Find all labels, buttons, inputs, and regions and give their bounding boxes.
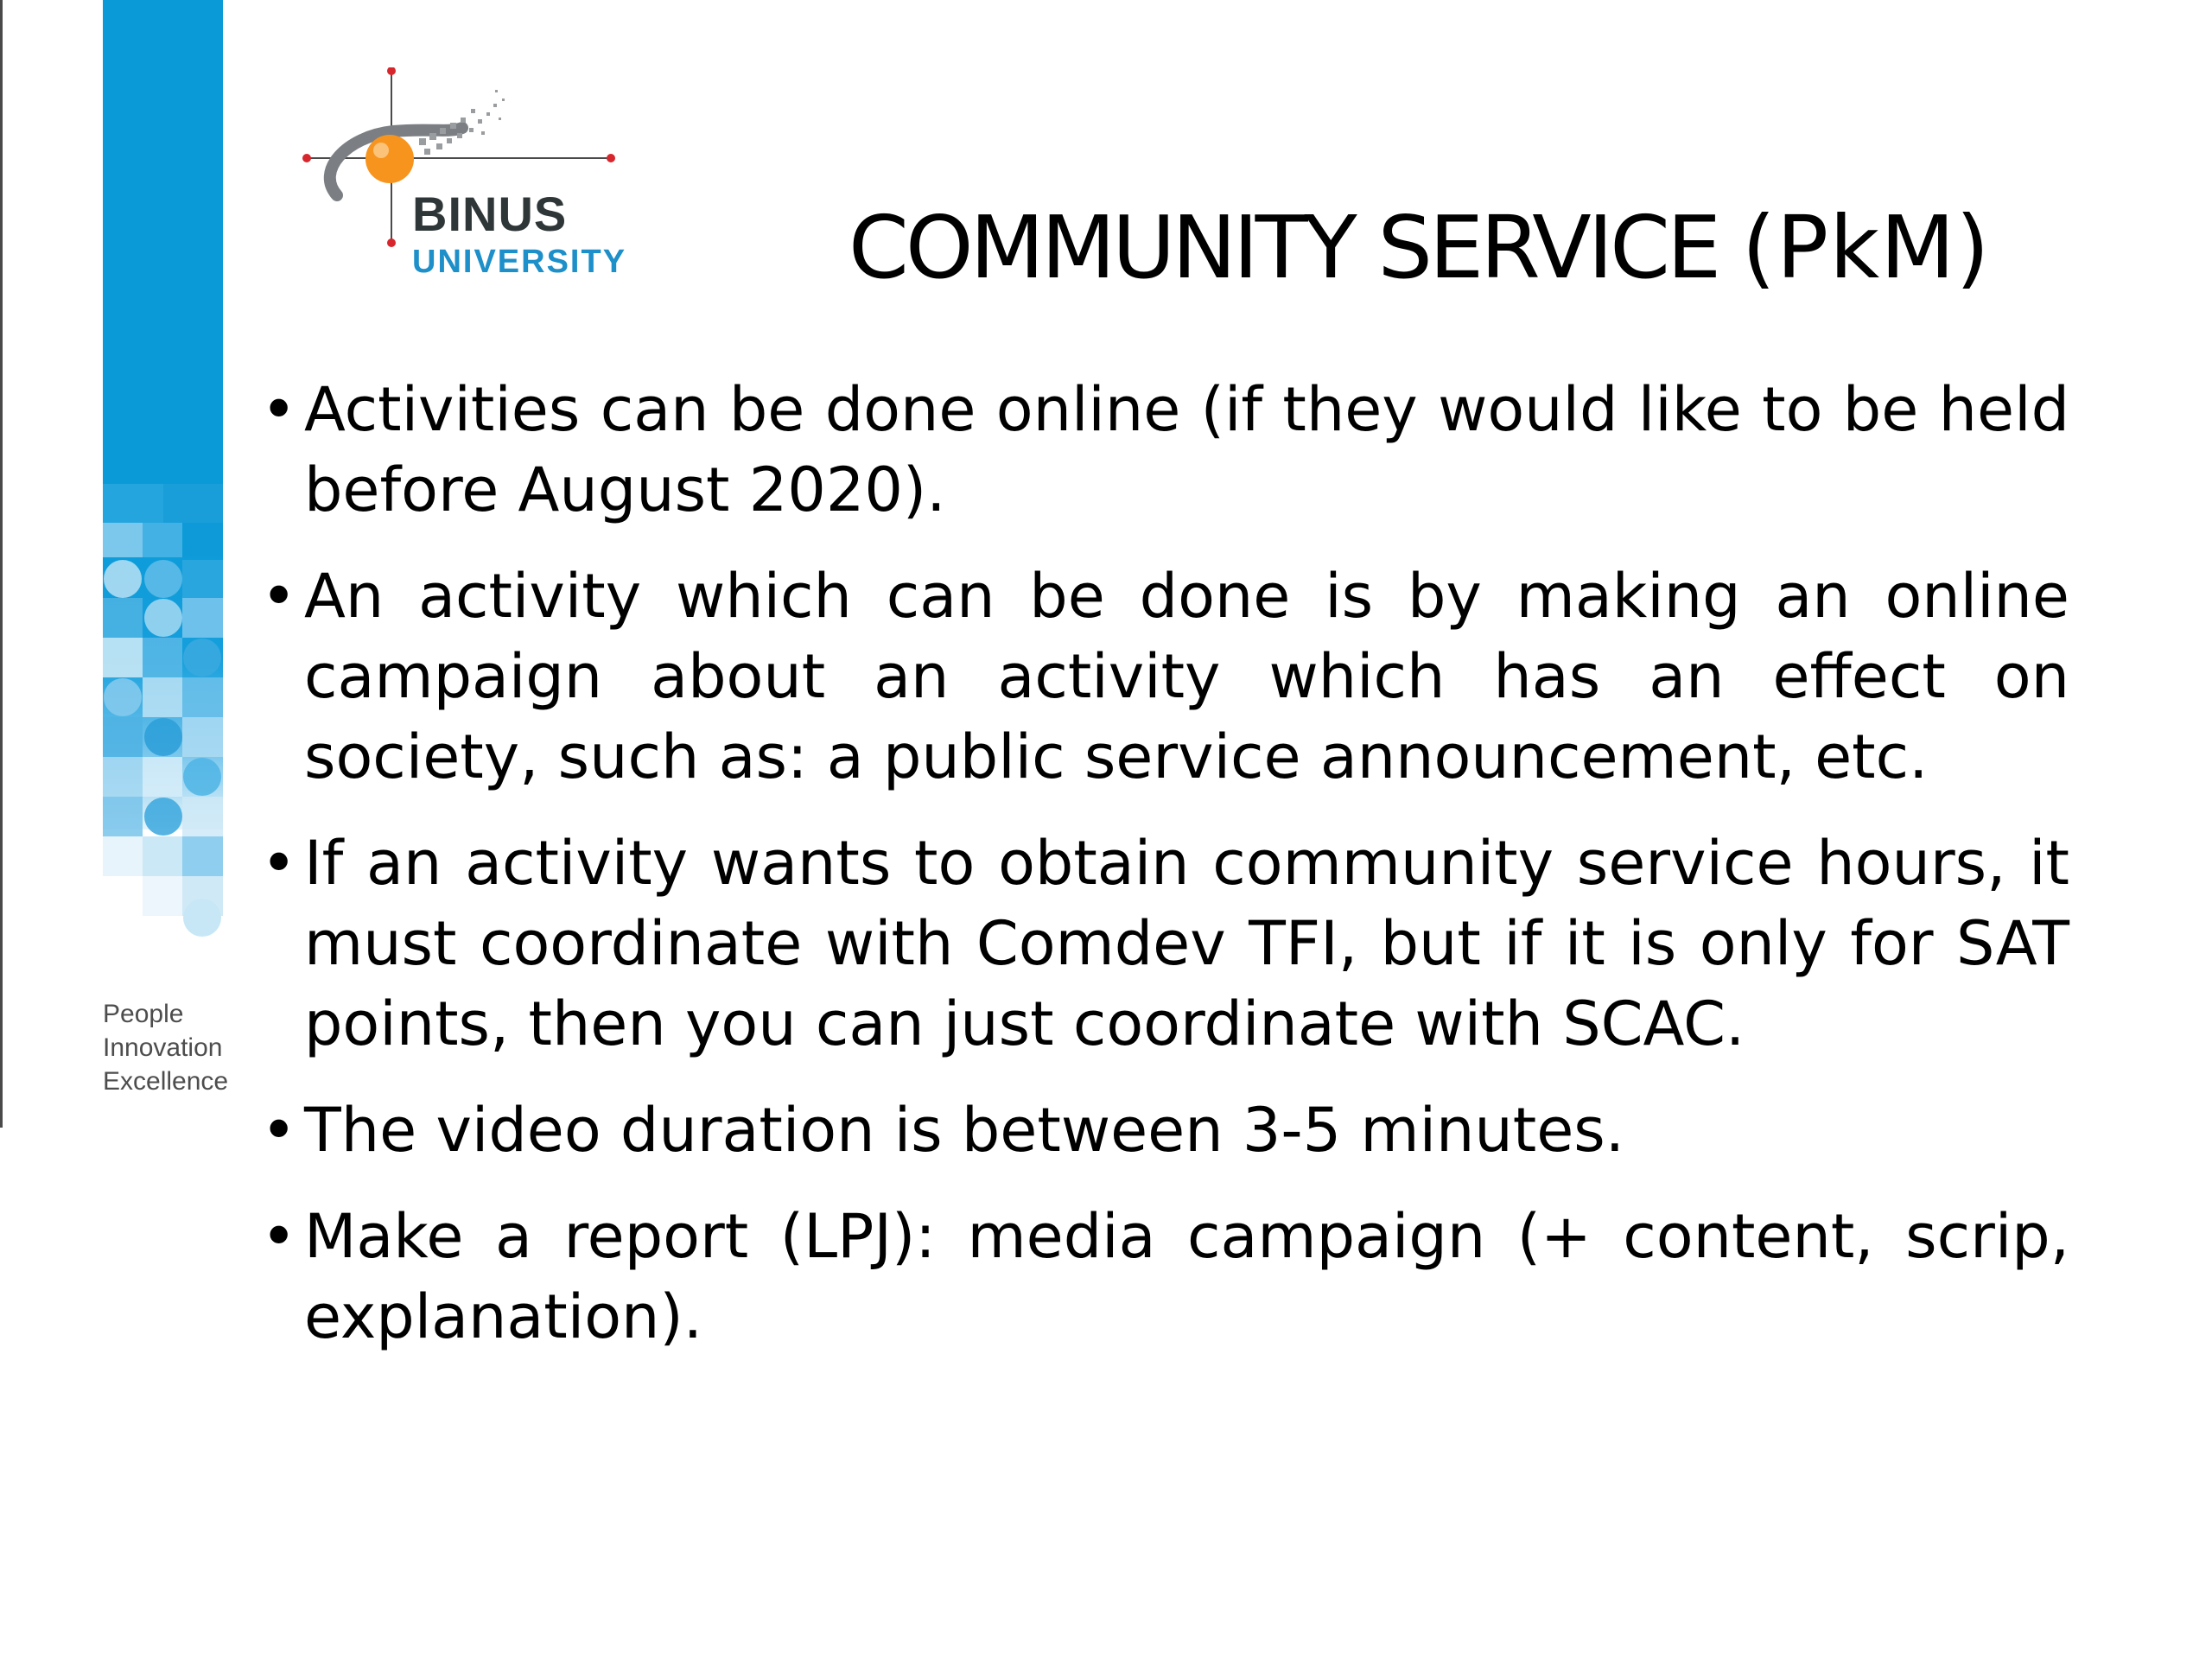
bullet-marker: • <box>261 1095 297 1166</box>
bullet-marker: • <box>261 374 297 445</box>
left-edge-divider <box>0 0 3 1128</box>
tagline <box>103 997 228 1098</box>
bullet-marker: • <box>261 1201 297 1272</box>
tagline-line-2: Innovation <box>103 1033 223 1062</box>
tagline-line-1: People <box>103 1000 184 1028</box>
bullet-text: Make a report (LPJ): media campaign (+ content, scrip, explanation). <box>304 1201 2069 1352</box>
logo-wordmark: BINUS <box>412 187 568 241</box>
tagline-line-3: Excellence <box>103 1067 229 1096</box>
bullet-text: The video duration is between 3-5 minutes. <box>304 1095 1625 1166</box>
bullet-item <box>259 1090 2069 1171</box>
bullet-marker: • <box>261 828 297 899</box>
slide-title <box>849 192 1990 304</box>
bullet-text: Activities can be done online (if they would like to be held before August 2020). <box>304 374 2069 525</box>
bullet-list <box>259 370 2069 1383</box>
bullet-marker: • <box>261 561 297 632</box>
bullet-item <box>259 1197 2069 1357</box>
slide-title-sub: (PkM) <box>1741 197 1991 298</box>
bullet-item <box>259 823 2069 1065</box>
logo-subtitle: UNIVERSITY <box>412 244 627 280</box>
bullet-item <box>259 370 2069 531</box>
bullet-text: If an activity wants to obtain community service hours, it must coordinate with Comdev TFI, but if it is only for SAT points, then you can just coordinate with SCAC. <box>304 828 2069 1059</box>
slide-title-main: COMMUNITY SERVICE <box>849 197 1719 298</box>
binus-university-logo <box>298 67 670 301</box>
decorative-blue-band <box>103 0 223 938</box>
bullet-text: An activity which can be done is by making an online campaign about an activity which has an effect on society, such as: a public service announcement, etc. <box>304 561 2069 792</box>
bullet-item <box>259 556 2069 798</box>
